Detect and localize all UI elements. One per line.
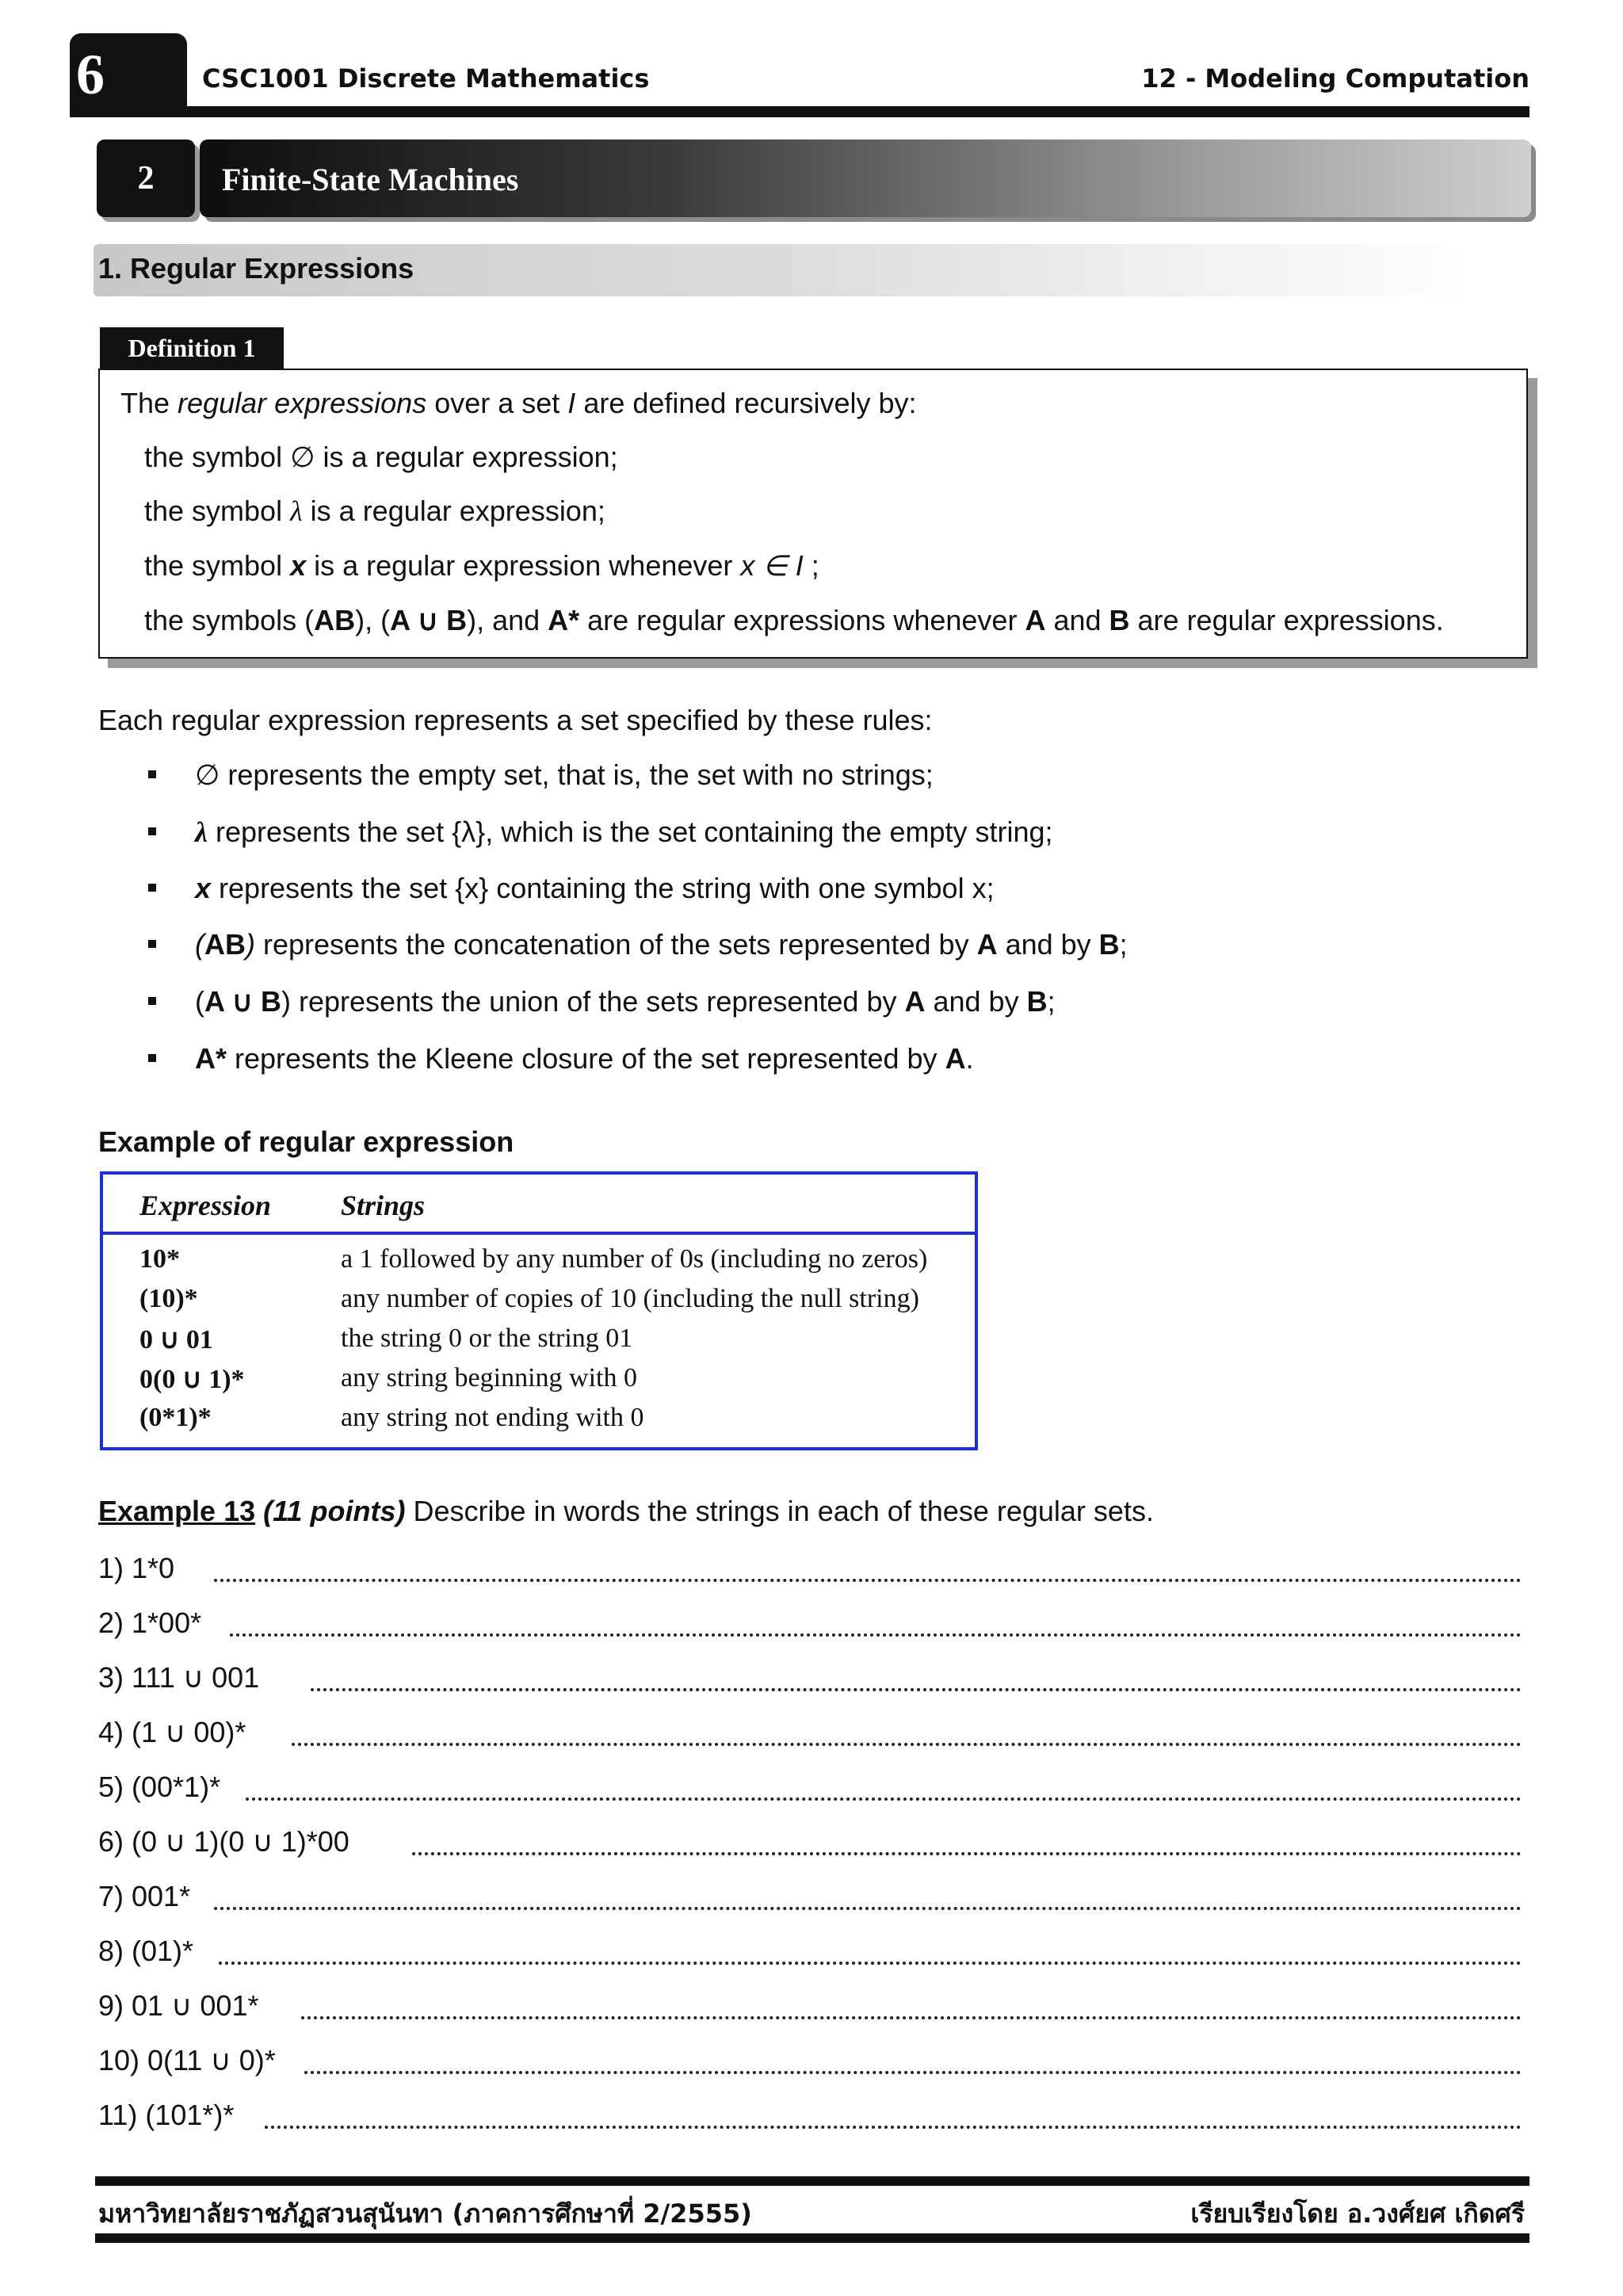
footer-author: เรียบเรียงโดย อ.วงศ์ยศ เกิดศรี bbox=[1190, 2199, 1525, 2229]
answer-line[interactable] bbox=[301, 2016, 1522, 2019]
table-cell-strings: any string beginning with 0 bbox=[341, 1363, 637, 1392]
rules-intro: Each regular expression represents a set specified by these rules: bbox=[98, 704, 933, 736]
subsection-title: 1. Regular Expressions bbox=[98, 252, 414, 285]
definition-label: Definition 1 bbox=[100, 327, 284, 369]
exercise-item: 6) (0 ∪ 1)(0 ∪ 1)*00 bbox=[98, 1825, 349, 1858]
exercise-item: 1) 1*0 bbox=[98, 1552, 175, 1584]
bullet-icon bbox=[148, 827, 156, 835]
header-rule bbox=[70, 106, 1529, 117]
table-cell-expression: 0(0 ∪ 1)* bbox=[139, 1365, 245, 1394]
footer-rule-top bbox=[95, 2176, 1529, 2186]
section-number-badge: 2 bbox=[97, 139, 195, 217]
example-table bbox=[100, 1171, 978, 1450]
exercise-item: 4) (1 ∪ 00)* bbox=[98, 1716, 246, 1748]
rule-kleene: A* represents the Kleene closure of the set represented by A. bbox=[195, 1042, 974, 1075]
exercise-item: 7) 001* bbox=[98, 1880, 191, 1912]
answer-line[interactable] bbox=[265, 2126, 1522, 2129]
section-title: Finite-State Machines bbox=[222, 162, 519, 197]
exercise-item: 5) (00*1)* bbox=[98, 1771, 221, 1803]
table-cell-expression: 0 ∪ 01 bbox=[139, 1325, 213, 1354]
exercise-item: 8) (01)* bbox=[98, 1935, 194, 1967]
rule-union: (A ∪ B) represents the union of the sets represented by A and by B; bbox=[195, 985, 1056, 1018]
table-header-rule bbox=[103, 1232, 975, 1235]
rule-concatenation: (AB) represents the concatenation of the sets represented by A and by B; bbox=[195, 928, 1128, 961]
table-cell-strings: any string not ending with 0 bbox=[341, 1403, 644, 1432]
example-heading: Example of regular expression bbox=[98, 1125, 514, 1158]
table-cell-expression: (0*1)* bbox=[139, 1403, 212, 1432]
answer-line[interactable] bbox=[292, 1743, 1522, 1746]
exercise-item: 3) 111 ∪ 001 bbox=[98, 1661, 260, 1694]
bullet-icon bbox=[148, 940, 156, 948]
answer-line[interactable] bbox=[230, 1633, 1522, 1637]
table-cell-strings: a 1 followed by any number of 0s (including no zeros) bbox=[341, 1244, 928, 1274]
answer-line[interactable] bbox=[214, 1907, 1522, 1910]
answer-line[interactable] bbox=[219, 1962, 1522, 1965]
footer-university: มหาวิทยาลัยราชภัฏสวนสุนันทา (ภาคการศึกษาที่ 2/2555) bbox=[98, 2199, 752, 2229]
answer-line[interactable] bbox=[311, 1688, 1522, 1691]
definition-intro: The regular expressions over a set I are defined recursively by: bbox=[120, 387, 917, 419]
chapter-title: 12 - Modeling Computation bbox=[1141, 63, 1529, 94]
chapter-number-badge: 6 bbox=[70, 33, 187, 116]
exercise-item: 10) 0(11 ∪ 0)* bbox=[98, 2044, 276, 2076]
exercise-item: 2) 1*00* bbox=[98, 1606, 202, 1639]
bullet-icon bbox=[148, 997, 156, 1005]
rule-lambda: λ represents the set {λ}, which is the set containing the empty string; bbox=[195, 816, 1053, 848]
rule-empty-set: ∅ represents the empty set, that is, the set with no strings; bbox=[195, 758, 934, 791]
definition-rule-empty: the symbol ∅ is a regular expression; bbox=[144, 441, 618, 473]
rule-symbol: x represents the set {x} containing the string with one symbol x; bbox=[195, 872, 995, 904]
exercise-item: 11) (101*)* bbox=[98, 2099, 235, 2131]
bullet-icon bbox=[148, 884, 156, 892]
answer-line[interactable] bbox=[412, 1852, 1522, 1855]
answer-line[interactable] bbox=[304, 2071, 1522, 2074]
footer-rule-bottom bbox=[95, 2233, 1529, 2243]
table-cell-expression: (10)* bbox=[139, 1284, 198, 1313]
column-header-strings: Strings bbox=[341, 1190, 426, 1221]
course-title: CSC1001 Discrete Mathematics bbox=[202, 63, 650, 94]
bullet-icon bbox=[148, 1054, 156, 1062]
table-cell-strings: the string 0 or the string 01 bbox=[341, 1324, 633, 1353]
exercise-heading: Example 13 (11 points) Describe in words the strings in each of these regular sets. bbox=[98, 1495, 1154, 1527]
definition-rule-composite: the symbols (AB), (A ∪ B), and A* are regular expressions whenever A and B are regular expressions. bbox=[144, 604, 1444, 636]
table-cell-strings: any number of copies of 10 (including the null string) bbox=[341, 1284, 919, 1313]
answer-line[interactable] bbox=[246, 1797, 1522, 1801]
definition-rule-lambda: the symbol λ is a regular expression; bbox=[144, 495, 605, 527]
exercise-item: 9) 01 ∪ 001* bbox=[98, 1989, 259, 2022]
answer-line[interactable] bbox=[214, 1579, 1522, 1582]
definition-rule-symbol: the symbol x is a regular expression whenever x ∈ I ; bbox=[144, 549, 819, 582]
column-header-expression: Expression bbox=[139, 1190, 272, 1221]
table-cell-expression: 10* bbox=[139, 1244, 180, 1274]
bullet-icon bbox=[148, 770, 156, 778]
